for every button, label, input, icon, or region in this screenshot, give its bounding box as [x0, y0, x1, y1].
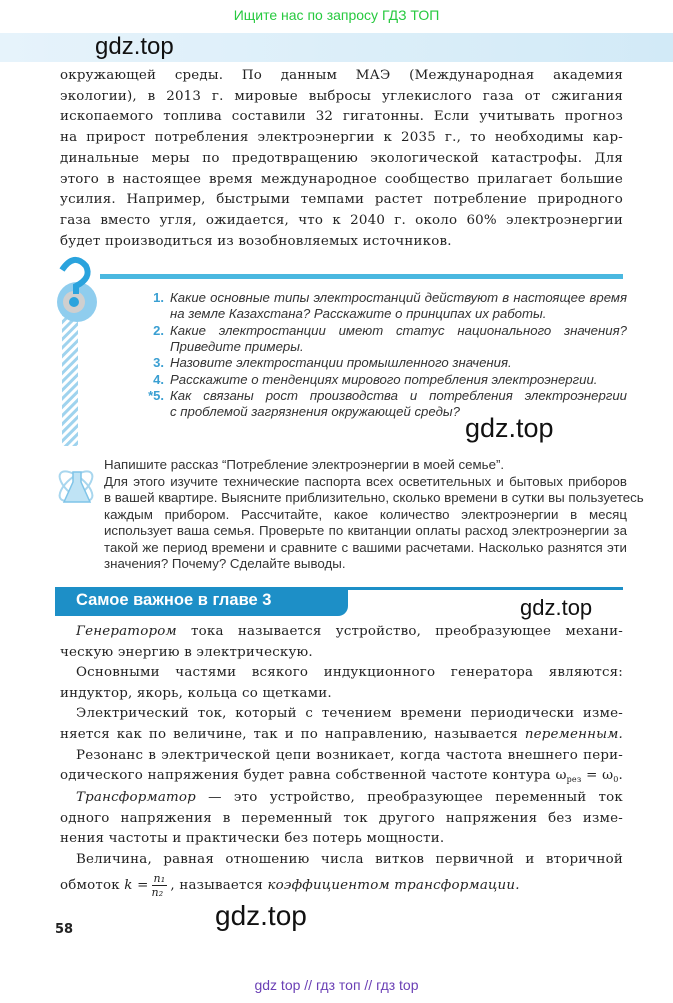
text: Резонанс в электрической цепи возникает, когда частота внешнего пери-	[76, 748, 623, 763]
text: няется как по величине, так и по направлению, называется	[60, 727, 525, 742]
text-line: будет производиться из возобновляемых источников.	[60, 233, 452, 249]
text: = ω	[581, 768, 614, 783]
task-line: Напишите рассказ “Потребление электроэнергии в моей семье”.	[104, 457, 505, 472]
task-line: Для этого изучите технические паспорта всех осветительных и бытовых приборов	[104, 473, 627, 489]
text: Электрический ток, который с течением времени периодически изме-	[76, 706, 623, 721]
text-line: ископаемого топлива составили 32 гигатонны. Если учитывать прогноз	[60, 109, 623, 125]
search-banner[interactable]: Ищите нас по запросу ГДЗ ТОП	[233, 7, 440, 23]
denominator: n₂	[151, 886, 164, 899]
section-title: Самое важное в главе 3	[76, 591, 272, 609]
numerator: n₁	[153, 872, 166, 885]
question-text: Назовите электростанции промышленного значения.	[170, 355, 512, 371]
question-text: Расскажите о тенденциях мирового потребления электроэнергии.	[170, 371, 598, 387]
science-flask-icon	[54, 458, 104, 513]
text-line: на прирост потребления электроэнергии к 2035 г., то необходимы кар-	[60, 130, 623, 146]
text-line: усилия. Например, быстрыми темпами растет потребление природного	[60, 192, 623, 208]
question-number: 2.	[153, 322, 164, 338]
watermark: gdz.top	[465, 413, 554, 443]
text: тока называется устройство, преобразующее механи-	[176, 624, 623, 639]
task-line: каждым прибором. Рассчитайте, какое количество электроэнергии в месяц	[104, 506, 627, 522]
text: .	[618, 768, 623, 783]
task-line: в вашей квартире. Выясните приблизительно, сколько времени в сутки вы пользуетесь	[104, 490, 644, 505]
formula: k =	[124, 878, 149, 893]
question-number: 3.	[153, 355, 164, 371]
question-text: Как связаны рост производства и потребления электроэнергии	[170, 387, 627, 403]
term: коэффициентом трансформации.	[267, 878, 520, 893]
task-line: значения? Почему? Сделайте выводы.	[104, 556, 346, 571]
question-text: на земле Казахстана? Расскажите о принципах их работы.	[170, 306, 547, 322]
watermark: gdz.top	[520, 595, 593, 620]
question-text: Приведите примеры.	[170, 338, 304, 354]
question-icon	[52, 254, 102, 449]
question-number: 4.	[153, 371, 164, 387]
text-line: экологии), в 2013 г. мировые выбросы углекислого газа от сжигания	[60, 88, 623, 104]
text: нения частоты и практически без потерь мощности.	[60, 831, 445, 846]
subscript: рез	[566, 775, 582, 784]
watermark: gdz.top	[215, 900, 307, 931]
subscript: 0	[613, 775, 619, 784]
question-number: 1.	[153, 290, 164, 305]
text: одического напряжения будет равна собственной частоте контура ω	[60, 768, 567, 783]
text: индуктор, якорь, кольца со щетками.	[60, 686, 332, 701]
text-line: окружающей среды. По данным МАЭ (Международная академия	[60, 68, 623, 83]
text: , называется	[170, 878, 268, 893]
text: обмоток	[60, 878, 125, 893]
footer-links[interactable]: gdz top // гдз топ // гдз top	[254, 977, 419, 993]
term: переменным.	[524, 727, 623, 742]
question-text: с проблемой загрязнения окружающей среды?	[170, 404, 460, 420]
term: Генератором	[76, 624, 177, 639]
page-number: 58	[55, 922, 74, 937]
task-line: использует ваша семья. Проверьте по квитанции оплаты расход электроэнергии за	[104, 523, 627, 538]
text-line: этого в настоящее время международное сообщество прилагает большие	[60, 171, 623, 187]
question-text: Какие основные типы электростанций действуют в настоящее время	[170, 290, 627, 305]
text: ческую энергию в электрическую.	[60, 645, 313, 660]
text: — это устройство, преобразующее переменный ток	[195, 790, 623, 805]
term: Трансформатор	[76, 790, 196, 805]
fraction	[152, 872, 168, 899]
watermark: gdz.top	[95, 33, 174, 60]
text: Величина, равная отношению числа витков первичной и вторичной	[76, 852, 623, 867]
text: одного напряжения в переменный ток другого напряжения без изме-	[60, 811, 623, 826]
text-line: динальные меры по предотвращению экологической катастрофы. Для	[60, 150, 623, 166]
text: Основными частями всякого индукционного генератора являются:	[76, 665, 623, 680]
task-line: такой же период времени и сравните с вашими расчетами. Насколько разнятся эти	[104, 539, 627, 555]
text-line: газа вместо угля, ожидается, что к 2040 г. около 60% электроэнергии	[60, 212, 623, 228]
question-divider	[100, 274, 623, 279]
question-text: Какие электростанции имеют статус национального значения?	[170, 322, 627, 338]
question-number: *5.	[148, 387, 164, 403]
